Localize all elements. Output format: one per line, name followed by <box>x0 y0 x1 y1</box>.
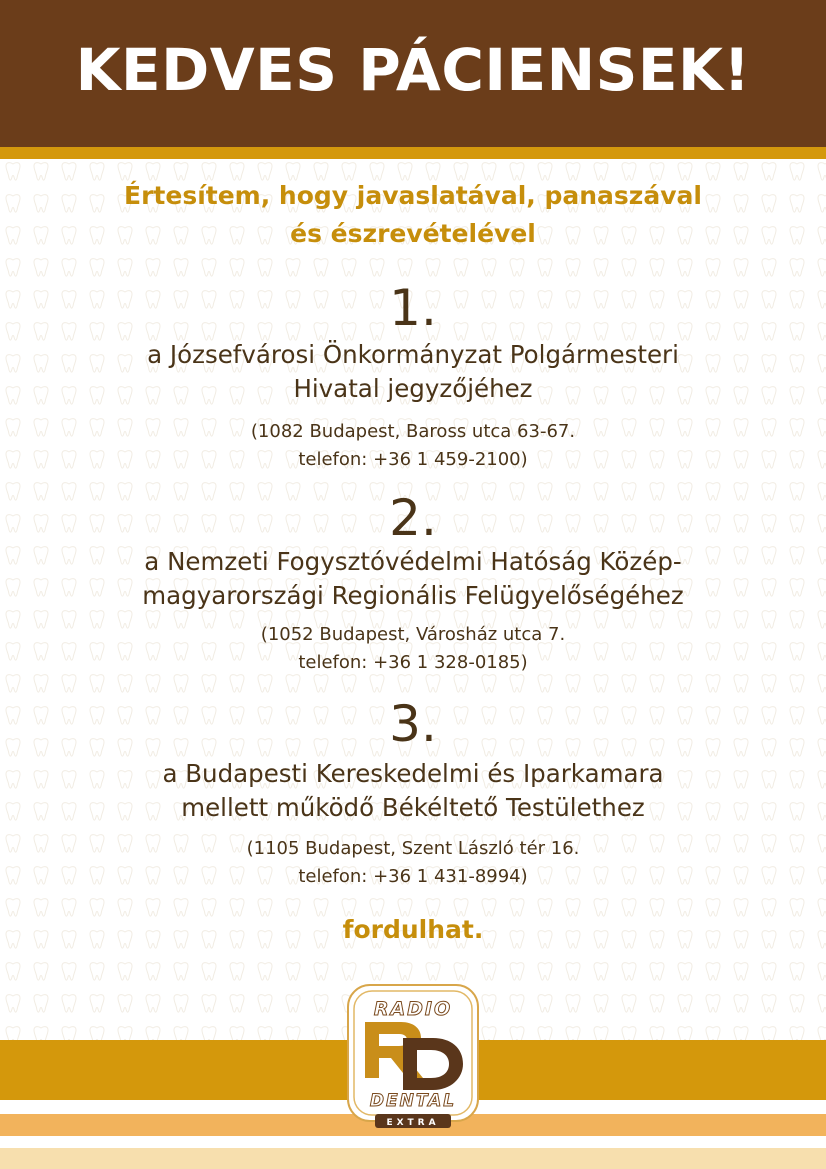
item-2-address <box>0 621 826 677</box>
intro-text <box>0 177 826 253</box>
item-3-number: 3. <box>389 695 437 753</box>
logo-top-text: RADIO <box>373 998 453 1020</box>
header-banner <box>0 0 826 147</box>
item-1-number: 1. <box>389 279 437 337</box>
item-1-org-line-2: Hivatal jegyzőjéhez <box>293 374 533 403</box>
page-title: KEDVES PÁCIENSEK! <box>75 35 751 104</box>
item-2-address-line: (1052 Budapest, Városház utca 7. <box>260 624 566 645</box>
radio-dental-logo <box>345 982 481 1132</box>
item-2-number: 2. <box>389 489 437 547</box>
logo-bottom-text: DENTAL <box>369 1091 457 1111</box>
logo-badge-text: EXTRA <box>386 1118 440 1128</box>
gold-stripe <box>0 147 826 159</box>
item-1-organization <box>0 338 826 406</box>
item-2-org-line-1: a Nemzeti Fogysztóvédelmi Hatóság Közép- <box>144 547 682 576</box>
item-2-org-line-2: magyarországi Regionális Felügyelőségéhez <box>142 581 684 610</box>
item-3-phone-line: telefon: +36 1 431-8994) <box>298 866 528 887</box>
item-1-org-line-1: a Józsefvárosi Önkormányzat Polgármesteri <box>147 340 679 369</box>
item-3-organization <box>0 757 826 825</box>
item-3-org-line-2: mellett működő Békéltető Testülethez <box>181 793 645 822</box>
item-3-address <box>0 835 826 891</box>
intro-line-2: és észrevételével <box>290 219 536 248</box>
item-3-org-line-1: a Budapesti Kereskedelmi és Iparkamara <box>162 759 664 788</box>
item-1-phone-line: telefon: +36 1 459-2100) <box>298 449 528 470</box>
item-1-address-line: (1082 Budapest, Baross utca 63-67. <box>250 421 576 442</box>
item-3-address-line: (1105 Budapest, Szent László tér 16. <box>246 838 580 859</box>
closing-text: fordulhat. <box>342 915 484 944</box>
footer-cream-band <box>0 1148 826 1169</box>
item-2-phone-line: telefon: +36 1 328-0185) <box>298 652 528 673</box>
intro-line-1: Értesítem, hogy javaslatával, panaszával <box>124 181 702 210</box>
item-2-organization <box>0 545 826 613</box>
item-1-address <box>0 418 826 474</box>
